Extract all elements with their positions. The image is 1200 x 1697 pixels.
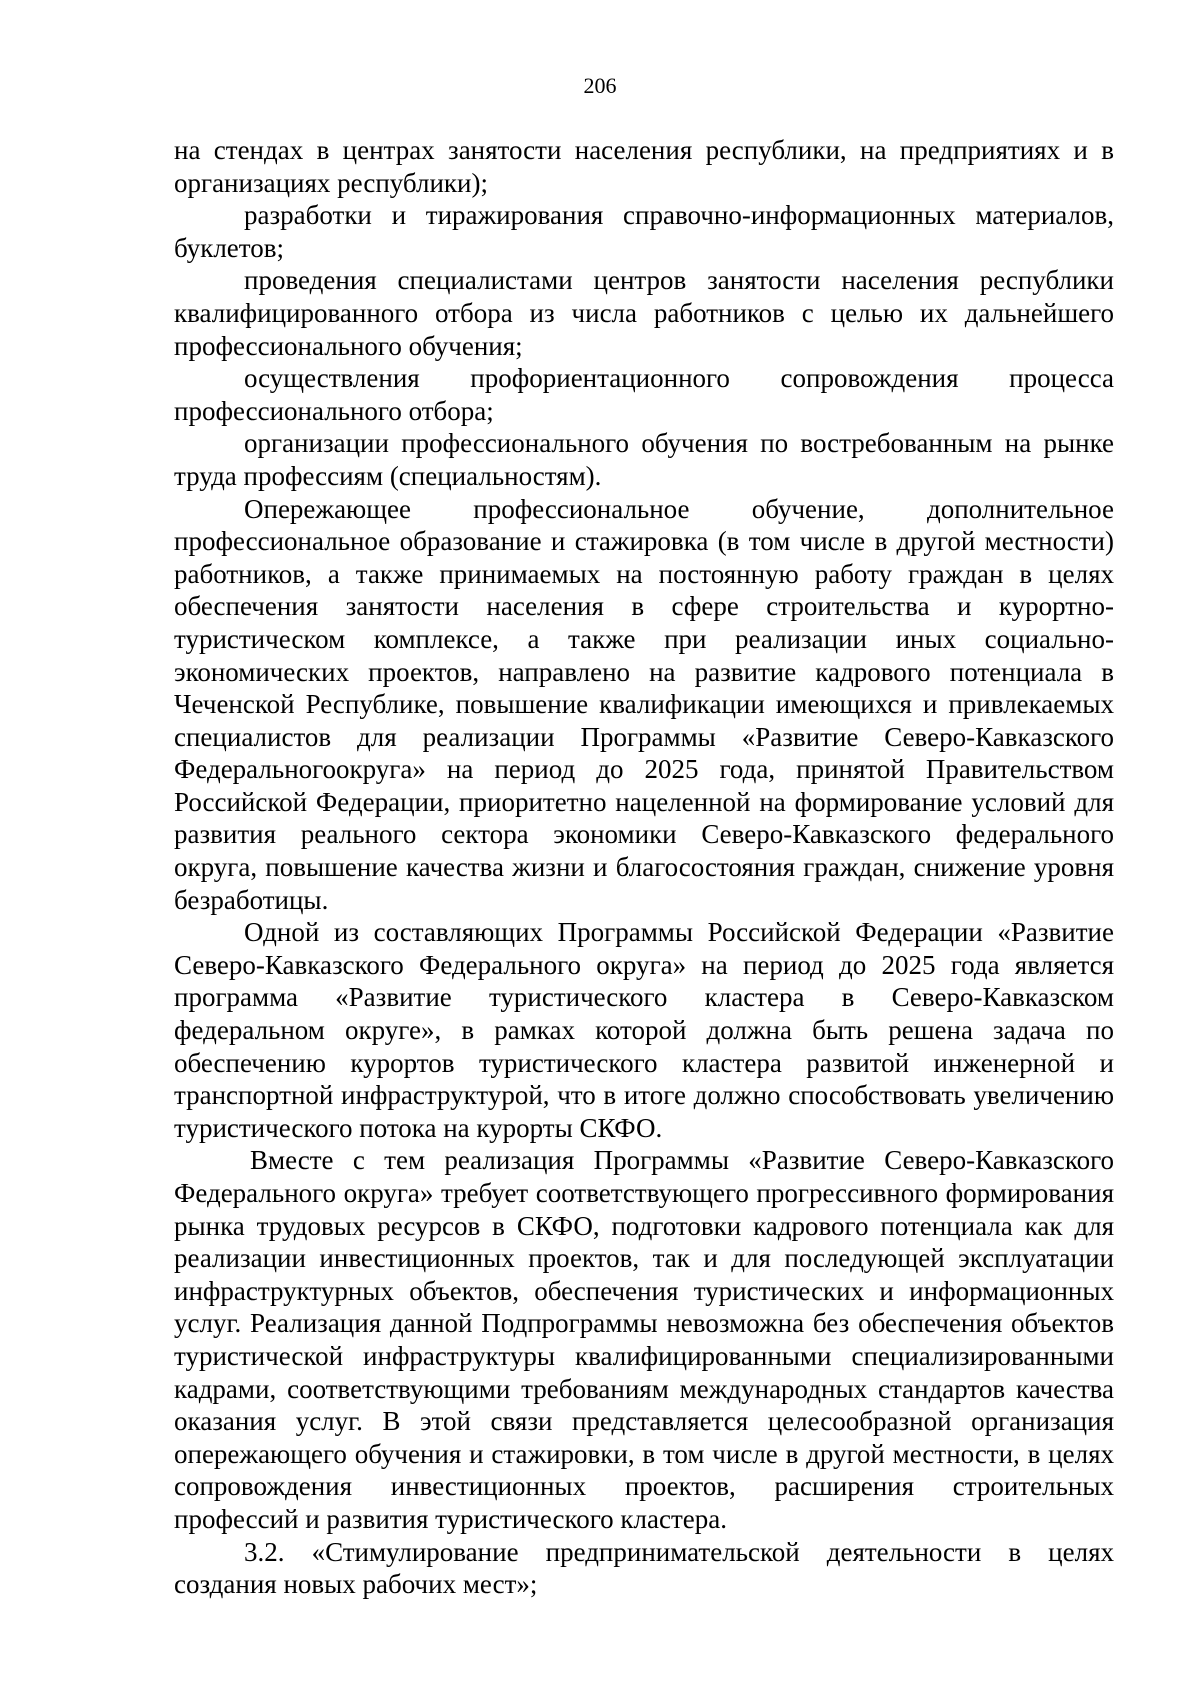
paragraph-qualified-selection: проведения специалистами центров занятости населения республики квалифицированного отбора из числа работников с целью их дальнейшего профессионального обучения; — [174, 265, 1114, 361]
paragraph-career-guidance: осуществления профориентационного сопровождения процесса профессионального отбора; — [174, 363, 1114, 426]
paragraph-labor-market: Вместе с тем реализация Программы «Развитие Северо-Кавказского Федерального округа» требует соответствующего прогрессивного формирования рынка трудовых ресурсов в СКФО, подготовки кадрового потенциала как для реализации инвестиционных проектов, так и для последующей эксплуатации инфраструктурных объектов, обеспечения туристических и информационных услуг. Реализация данной Подпрограммы невозможна без обеспечения объектов туристической инфраструктуры квалифицированными специализированными кадрами, соответствующими требованиям международных стандартов качества оказания услуг. В этой связи представляется целесообразной организация опережающего обучения и стажировки, в том числе в другой местности, в целях сопровождения инвестиционных проектов, расширения строительных профессий и развития туристического кластера. — [174, 1145, 1114, 1534]
paragraph-tourism-cluster: Одной из составляющих Программы Российской Федерации «Развитие Северо-Кавказского Федерального округа» на период до 2025 года является программа «Развитие туристического кластера в Северо-Кавказском федеральном округе», в рамках которой должна быть решена задача по обеспечению курортов туристического кластера развитой инженерной и транспортной инфраструктурой, что в итоге должно способствовать увеличению туристического потока на курорты СКФО. — [174, 917, 1114, 1143]
paragraph-section-3-2: 3.2. «Стимулирование предпринимательской деятельности в целях создания новых рабочих мест»; — [174, 1536, 1114, 1600]
paragraph-stands: на стендах в центрах занятости населения республики, на предприятиях и в организациях республики); — [174, 135, 1114, 198]
document-body — [174, 134, 1114, 1601]
page-number: 206 — [583, 73, 617, 98]
paragraph-vocational-training: организации профессионального обучения по востребованным на рынке труда профессиям (специальностям). — [174, 428, 1114, 491]
paragraph-booklets: разработки и тиражирования справочно-информационных материалов, буклетов; — [174, 200, 1114, 263]
paragraph-advanced-training: Опережающее профессиональное обучение, дополнительное профессиональное образование и стажировка (в том числе в другой местности) работников, а также принимаемых на постоянную работу граждан в целях обеспечения занятости населения в сфере строительства и курортно-туристическом комплексе, а также при реализации иных социально-экономических проектов, направлено на развитие кадрового потенциала в Чеченской Республике, повышение квалификации имеющихся и привлекаемых специалистов для реализации Программы «Развитие Северо-Кавказского Федеральногоокруга» на период до 2025 года, принятой Правительством Российской Федерации, приоритетно нацеленной на формирование условий для развития реального сектора экономики Северо-Кавказского федерального округа, повышение качества жизни и благосостояния граждан, снижение уровня безработицы. — [174, 493, 1114, 915]
